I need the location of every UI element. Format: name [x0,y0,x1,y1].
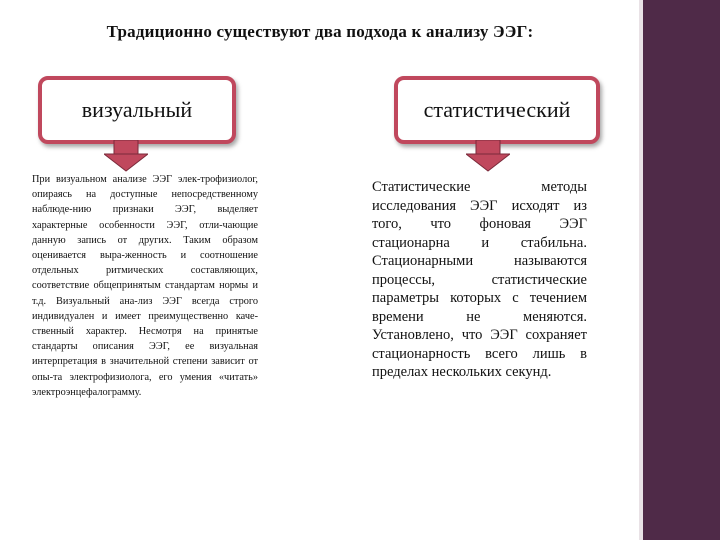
slide-title: Традиционно существуют два подхода к анализу ЭЭГ: [106,22,534,41]
statistical-approach-description: Статистические методы исследования ЭЭГ исходят из того, что фоновая ЭЭГ стационарна и стабильна. Стационарными называются процессы, статистические параметры которых с течением времени не меняются. Установлено, что ЭЭГ сохраняет стационарность всего лишь в пределах нескольких секунд. [372,179,587,380]
approach-statistical-heading: статистический [423,97,571,122]
down-arrow-icon [466,140,510,172]
approach-visual-heading: визуальный [81,97,193,122]
approach-statistical-box [394,76,600,144]
down-arrow-icon [104,140,148,172]
visual-approach-description: При визуальном анализе ЭЭГ элек-трофизиолог, опираясь на доступные непосредственному наблюде-нию признаки ЭЭГ, выделяет характерные особенности ЭЭГ, отли-чающие данную запись от других. Таким образом оценивается выра-женность и соотношение отдельных ритмических составляющих, соответствие общепринятым стандартам нормы и т.д. Визуальный ана-лиз ЭЭГ всегда строго индивидуален и имеет преимущественно каче-ственный характер. Несмотря на принятые стандарты описания ЭЭГ, ее визуальная интерпретация в значительной степени зависит от опы-та электрофизиолога, его умения «читать» электроэнцефалограмму. [32,174,258,398]
side-band [643,0,720,540]
approach-visual-box [38,76,236,144]
